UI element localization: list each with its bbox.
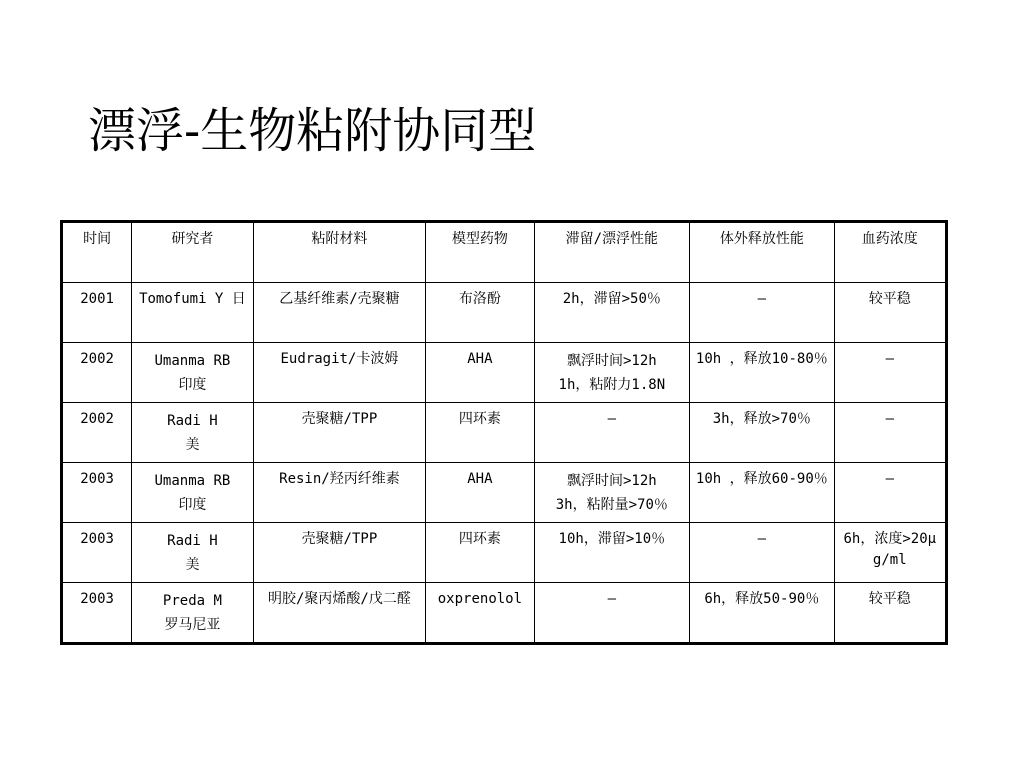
retention-line-2: 3h，粘附量>70％ — [555, 497, 668, 513]
cell-researcher — [132, 463, 253, 523]
table-row — [62, 343, 947, 403]
cell-year: 2002 — [62, 403, 132, 463]
cell-year: 2003 — [62, 583, 132, 644]
research-table — [60, 220, 948, 645]
cell-blood: 6h，浓度>20μg/ml — [834, 523, 946, 583]
header-blood: 血药浓度 — [834, 222, 946, 283]
table-row — [62, 583, 947, 644]
cell-release: 3h，释放>70％ — [690, 403, 834, 463]
researcher-name: Umanma RB — [154, 473, 231, 489]
table-header-row — [62, 222, 947, 283]
header-drug: 模型药物 — [426, 222, 534, 283]
cell-retention: — — [534, 583, 690, 644]
cell-blood: — — [834, 463, 946, 523]
cell-year: 2003 — [62, 523, 132, 583]
header-researcher: 研究者 — [132, 222, 253, 283]
researcher-name: Preda M — [162, 593, 222, 609]
cell-release: 6h，释放50-90％ — [690, 583, 834, 644]
table-row — [62, 463, 947, 523]
header-retention: 滞留/漂浮性能 — [534, 222, 690, 283]
cell-drug: AHA — [426, 463, 534, 523]
table-row — [62, 283, 947, 343]
cell-drug: oxprenolol — [426, 583, 534, 644]
cell-retention — [534, 463, 690, 523]
header-material: 粘附材料 — [253, 222, 426, 283]
researcher-country: 美 — [185, 557, 200, 573]
slide-title: 漂浮-生物粘附协同型 — [88, 103, 537, 159]
cell-year: 2003 — [62, 463, 132, 523]
cell-drug: 四环素 — [426, 523, 534, 583]
cell-retention — [534, 343, 690, 403]
researcher-name: Umanma RB — [154, 353, 231, 369]
cell-year: 2002 — [62, 343, 132, 403]
cell-material: 壳聚糖/TPP — [253, 403, 426, 463]
table-row — [62, 523, 947, 583]
cell-material: 明胶/聚丙烯酸/戊二醛 — [253, 583, 426, 644]
researcher-country: 印度 — [178, 497, 207, 513]
cell-material: 壳聚糖/TPP — [253, 523, 426, 583]
cell-retention: — — [534, 403, 690, 463]
cell-drug: AHA — [426, 343, 534, 403]
cell-researcher — [132, 283, 253, 343]
cell-blood: 较平稳 — [834, 283, 946, 343]
researcher-country: 美 — [185, 437, 200, 453]
retention-line-1: 飘浮时间>12h — [566, 353, 657, 369]
cell-retention: 10h，滞留>10％ — [534, 523, 690, 583]
retention-line-2: 1h，粘附力1.8N — [558, 377, 666, 393]
cell-material: 乙基纤维素/壳聚糖 — [253, 283, 426, 343]
cell-release: 10h ，释放60-90％ — [690, 463, 834, 523]
cell-material: Resin/羟丙纤维素 — [253, 463, 426, 523]
cell-blood: 较平稳 — [834, 583, 946, 644]
header-year: 时间 — [62, 222, 132, 283]
cell-blood: — — [834, 343, 946, 403]
cell-researcher — [132, 583, 253, 644]
researcher-country: 印度 — [178, 377, 207, 393]
researcher-name: Radi H — [167, 413, 218, 429]
header-release: 体外释放性能 — [690, 222, 834, 283]
table-row — [62, 403, 947, 463]
researcher-country: 罗马尼亚 — [164, 617, 221, 633]
cell-material: Eudragit/卡波姆 — [253, 343, 426, 403]
cell-drug: 布洛酚 — [426, 283, 534, 343]
cell-retention: 2h，滞留>50％ — [534, 283, 690, 343]
cell-researcher — [132, 403, 253, 463]
cell-release: 10h ，释放10-80％ — [690, 343, 834, 403]
cell-drug: 四环素 — [426, 403, 534, 463]
cell-researcher — [132, 343, 253, 403]
cell-blood: — — [834, 403, 946, 463]
retention-line-1: 飘浮时间>12h — [566, 473, 657, 489]
cell-release: — — [690, 523, 834, 583]
researcher-name: Radi H — [167, 533, 218, 549]
cell-researcher — [132, 523, 253, 583]
cell-year: 2001 — [62, 283, 132, 343]
cell-release: — — [690, 283, 834, 343]
researcher-name: Tomofumi Y 日 — [139, 291, 246, 307]
